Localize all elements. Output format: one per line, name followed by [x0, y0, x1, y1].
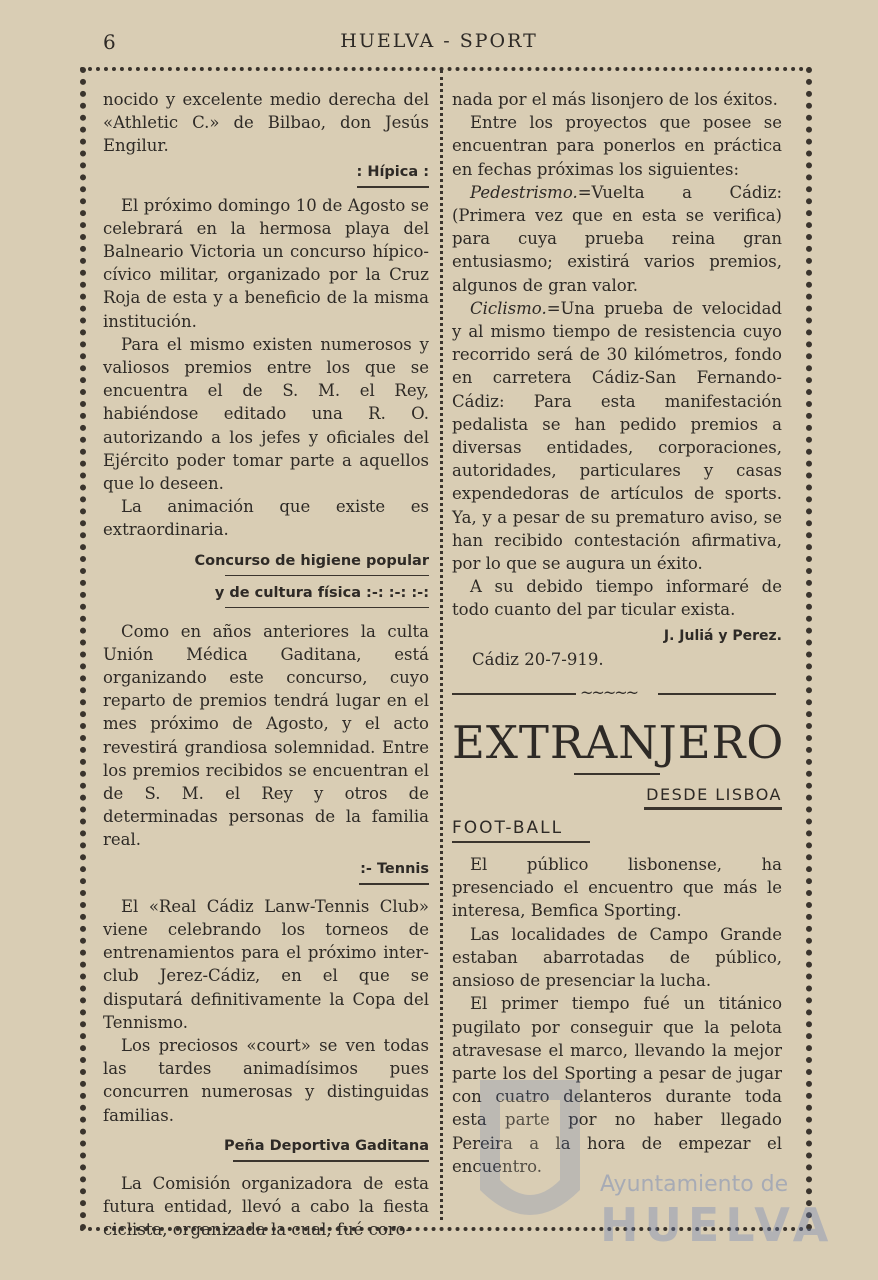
higiene-heading-2: y de cultura física :-: :-: :-:	[214, 584, 429, 601]
hipica-heading: : Hípica :	[356, 163, 429, 180]
tennis-heading: :- Tennis	[360, 860, 429, 877]
football-paragraph-2: Las localidades de Campo Grande estaban abarrotadas de público, ansioso de presenciar la lucha.	[452, 924, 782, 991]
pedestrismo-label: Pedestrismo.	[470, 182, 578, 202]
page-header	[0, 30, 878, 58]
ornament-swirl: ~~~~~	[580, 683, 638, 703]
ciclismo-paragraph	[452, 297, 782, 575]
ornament-line-right	[658, 693, 776, 695]
hipica-rule	[357, 186, 429, 188]
football-paragraph-3: El primer tiempo fué un titánico pugilato por conseguir que la pelota atravesase el marco, llevando la mejor parte los del Sporting a pesar de jugar con cuatro delanteros durante toda esta parte por no haber llegado Pereira a la hora de empezar el encuentro.	[452, 994, 782, 1176]
projects-intro: Entre los proyectos que posee se encuentran para ponerlos en práctica en fechas próximas los siguientes:	[452, 113, 782, 179]
tennis-rule	[359, 883, 429, 885]
tennis-paragraph-1: El «Real Cádiz Lanw-Tennis Club» viene celebrando los torneos de entrenamientos para el próximo inter-club Jerez-Cádiz, en el que se disputará definitivamente la Copa del Tennismo.	[103, 896, 429, 1032]
ciclismo-text: =Una prueba de velocidad y al mismo tiempo de resistencia cuyo recorrido será de 30 kilómetros, fondo en carretera Cádiz-San Fernando-Cádiz: Para esta manifestación pedalista se han pedido premios a diversas entidades, corporaciones, autoridades, particulares y casas expendedoras de artículos de sports. Ya, y a pesar de su prematuro aviso, se han recibido contestación afirmativa, por lo que se augura un éxito.	[452, 298, 782, 574]
hipica-paragraph-2: Para el mismo existen numerosos y valiosos premios entre los que se encuentra el de S. M. el Rey, habiéndose editado una R. O. autorizando a los jefes y oficiales del Ejército poder tomar parte a aquellos que lo deseen.	[103, 334, 429, 494]
tennis-paragraph-2: Los preciosos «court» se ven todas las tardes animadísimos pues concurren numerosas y distinguidas familias.	[103, 1035, 429, 1125]
signature: J. Juliá y Perez.	[663, 627, 782, 644]
left-column	[103, 88, 429, 1241]
extranjero-title-rule	[574, 773, 660, 775]
football-rule	[452, 841, 590, 843]
closing-paragraph: A su debido tiempo informaré de todo cuanto del par ticular exista.	[452, 577, 782, 620]
page-number: 6	[103, 30, 116, 54]
hipica-paragraph-1: El próximo domingo 10 de Agosto se celebrará en la hermosa playa del Balneario Victoria un concurso hípico-cívico militar, organizado por la Cruz Roja de esta y a beneficio de la misma institución.	[103, 195, 429, 331]
desde-lisboa-rule	[644, 807, 782, 810]
continuation-paragraph: nada por el más lisonjero de los éxitos.	[452, 90, 778, 109]
watermark-text-huelva: HUELVA	[600, 1198, 835, 1252]
watermark-text-ayuntamiento: Ayuntamiento de	[600, 1172, 789, 1197]
pedestrismo-paragraph	[452, 181, 782, 297]
higiene-rule-1	[225, 575, 429, 576]
football-heading: FOOT-BALL	[452, 818, 564, 839]
higiene-paragraph-1: Como en años anteriores la culta Unión Médica Gaditana, está organizando este concurso, cuyo reparto de premios tendrá lugar en el mes próximo de Agosto, y el acto revestirá grandiosa solemnidad. Entre los premios recibidos se encuentran el de S. M. el Rey y otros de determinadas personas de la familia real.	[103, 621, 429, 850]
extranjero-title: EXTRANJERO	[452, 716, 785, 770]
higiene-rule-2	[225, 607, 429, 608]
ciclismo-label: Ciclismo.	[470, 298, 547, 318]
football-paragraph-1: El público lisbonense, ha presenciado el encuentro que más le interesa, Bemfica Sporting.	[452, 855, 782, 921]
ornament-divider	[452, 681, 782, 707]
hipica-paragraph-3: La animación que existe es extraordinaria.	[103, 497, 429, 540]
pena-paragraph-1: La Comisión organizadora de esta futura entidad, llevó a cabo la fiesta ciclista, organizada la cual, fué coro-	[103, 1173, 429, 1240]
pena-rule	[233, 1160, 429, 1162]
pedestrismo-text: =Vuelta a Cádiz: (Primera vez que en esta se verifica) para cuya prueba reina gran entusiasmo; existirá varios premios, algunos de gran valor.	[452, 182, 782, 295]
place-date: Cádiz 20-7-919.	[472, 649, 604, 669]
higiene-heading-1: Concurso de higiene popular	[194, 552, 429, 569]
desde-lisboa-heading: DESDE LISBOA	[646, 785, 782, 805]
intro-paragraph: nocido y excelente medio derecha del «Athletic C.» de Bilbao, don Jesús Engilur.	[103, 90, 429, 156]
pena-heading: Peña Deportiva Gaditana	[223, 1137, 429, 1154]
ornament-line-left	[452, 693, 576, 695]
running-title: HUELVA - SPORT	[340, 30, 538, 52]
column-divider	[440, 70, 443, 1220]
right-column	[452, 88, 785, 1178]
